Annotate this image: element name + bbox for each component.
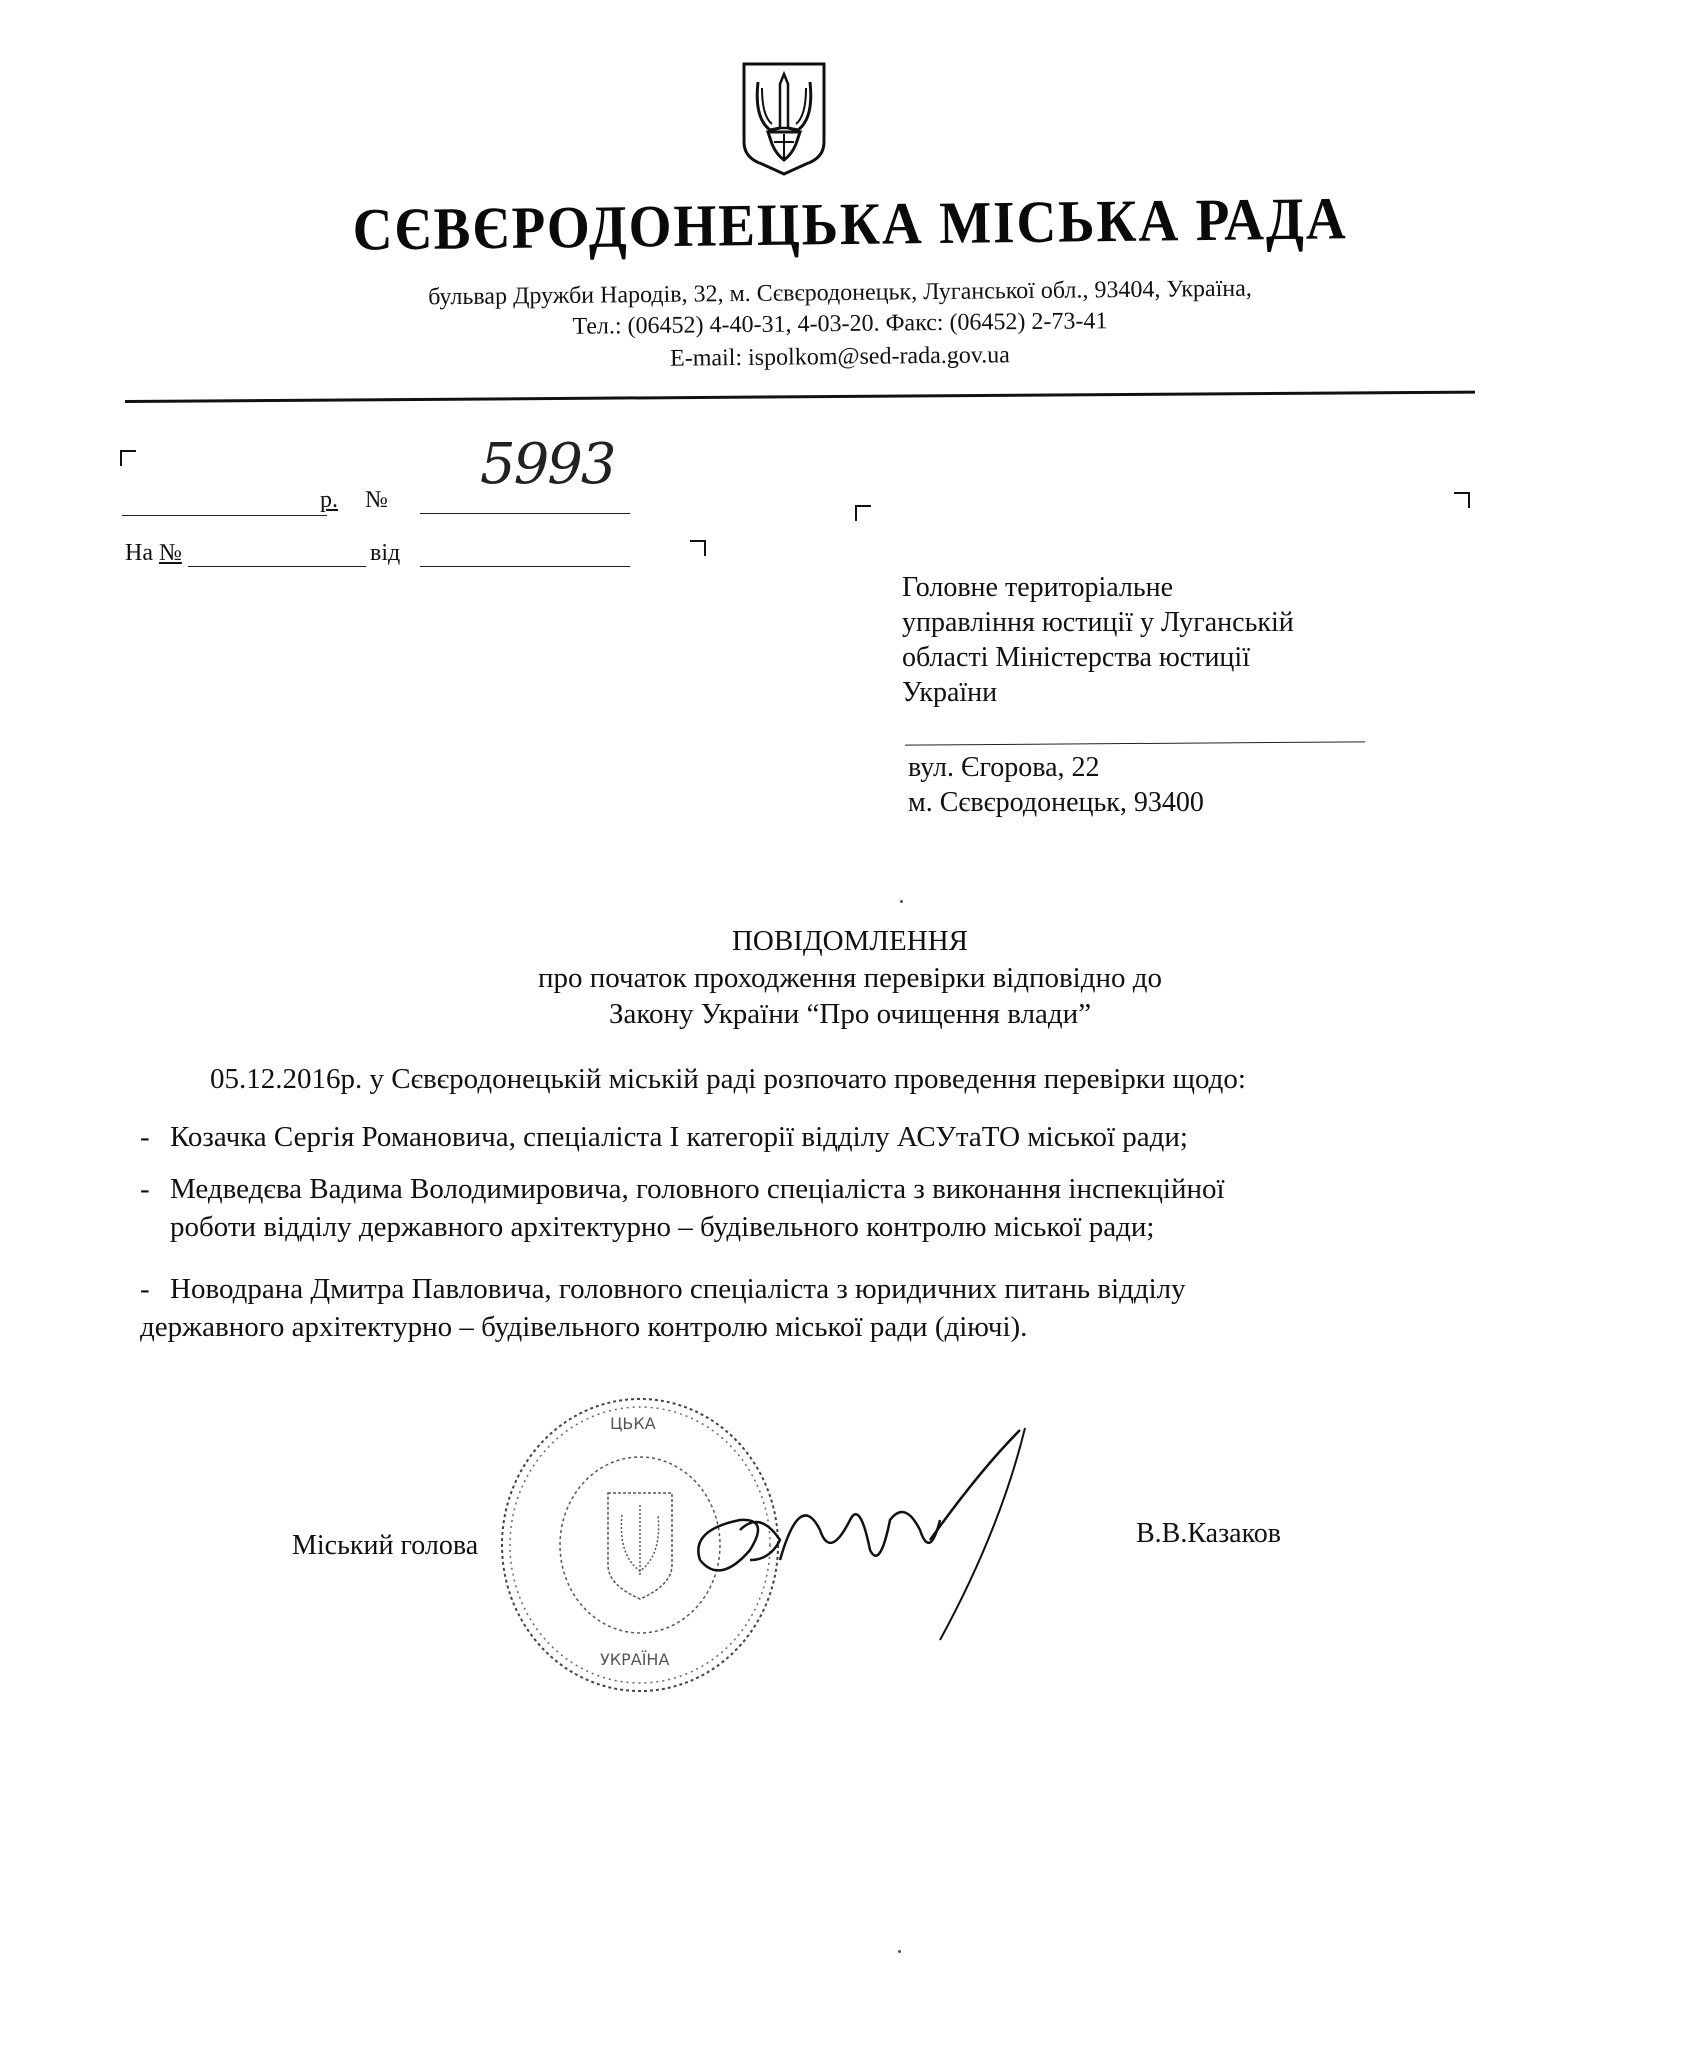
notice-title: ПОВІДОМЛЕННЯ [731,925,968,957]
list-item-text: Новодрана Дмитра Павловича, головного спеціаліста з юридичних питань відділу [170,1273,1186,1305]
list-item [140,1270,1480,1346]
list-item-text-continued: роботи відділу державного архітектурно – будівельного контролю міської ради; [170,1211,1155,1243]
list-dash: - [140,1273,150,1305]
handwritten-signature-icon [680,1410,1050,1650]
from-date-line [420,566,630,567]
recipient-line: України [902,677,998,708]
corner-mark [1454,492,1470,508]
recipient-divider [905,741,1365,745]
reply-to-text: На [125,540,153,566]
recipient-address [908,750,1204,820]
recipient-line: Головне територіальне [902,572,1174,603]
notice-subtitle: про початок проходження перевірки відповідно до [537,962,1163,994]
reference-number-label: № [365,487,388,513]
list-dash: - [140,1121,150,1153]
organization-address: бульвар Дружби Народів, 32, м. Сєвєродонецьк, Луганської обл., 93404, Україна, [428,275,1252,311]
list-item [140,1170,1480,1246]
recipient-line: управління юстиції у Луганській [902,607,1294,638]
svg-text:ЦЬКА: ЦЬКА [610,1414,656,1433]
organization-phone: Тел.: (06452) 4-40-31, 4-03-20. Факс: (06452) 2-73-41 [572,308,1108,340]
list-item [140,1118,1480,1156]
recipient-street: вул. Єгорова, 22 [908,752,1100,783]
corner-mark [120,450,136,466]
signer-position: Міський голова [292,1530,479,1561]
list-item-text-continued: державного архітектурно – будівельного контролю міської ради (діючі). [140,1311,1028,1343]
recipient-city: м. Сєвєродонецьк, 93400 [908,787,1204,818]
reference-number-line [420,513,630,514]
list-item-text: Козачка Сергія Романовича, спеціаліста І категорії відділу АСУтаТО міської ради; [170,1121,1188,1153]
from-label: від [370,540,401,566]
list-item-text: Медведєва Вадима Володимировича, головного спеціаліста з виконання інспекційної [170,1173,1225,1205]
corner-mark [690,540,706,556]
organization-name: СЄВЄРОДОНЕЦЬКА МІСЬКА РАДА [352,185,1348,263]
list-dash: - [140,1173,150,1205]
recipient-block [902,570,1294,710]
signer-name: В.В.Казаков [1136,1518,1281,1549]
organization-email: E-mail: ispolkom@sed-rada.gov.ua [669,342,1011,372]
notice-subtitle: Закону України “Про очищення влади” [608,998,1092,1030]
letterhead-divider [125,391,1475,403]
corner-mark [855,505,871,521]
reply-to-label [125,540,182,567]
reference-date-suffix: р. [320,487,338,513]
reference-number-value: 5993 [480,432,615,497]
reply-to-number-label: № [158,540,182,566]
ukraine-coat-of-arms-icon [740,58,828,178]
reference-date-line [122,515,327,516]
recipient-line: області Міністерства юстиції [902,642,1250,673]
svg-text:УКРАЇНА: УКРАЇНА [600,1650,670,1669]
scan-speck [898,1950,901,1953]
notice-intro: 05.12.2016р. у Сєвєродонецькій міській раді розпочато проведення перевірки щодо: [210,1063,1246,1095]
scan-speck [900,900,903,903]
reply-to-number-line [188,566,366,567]
